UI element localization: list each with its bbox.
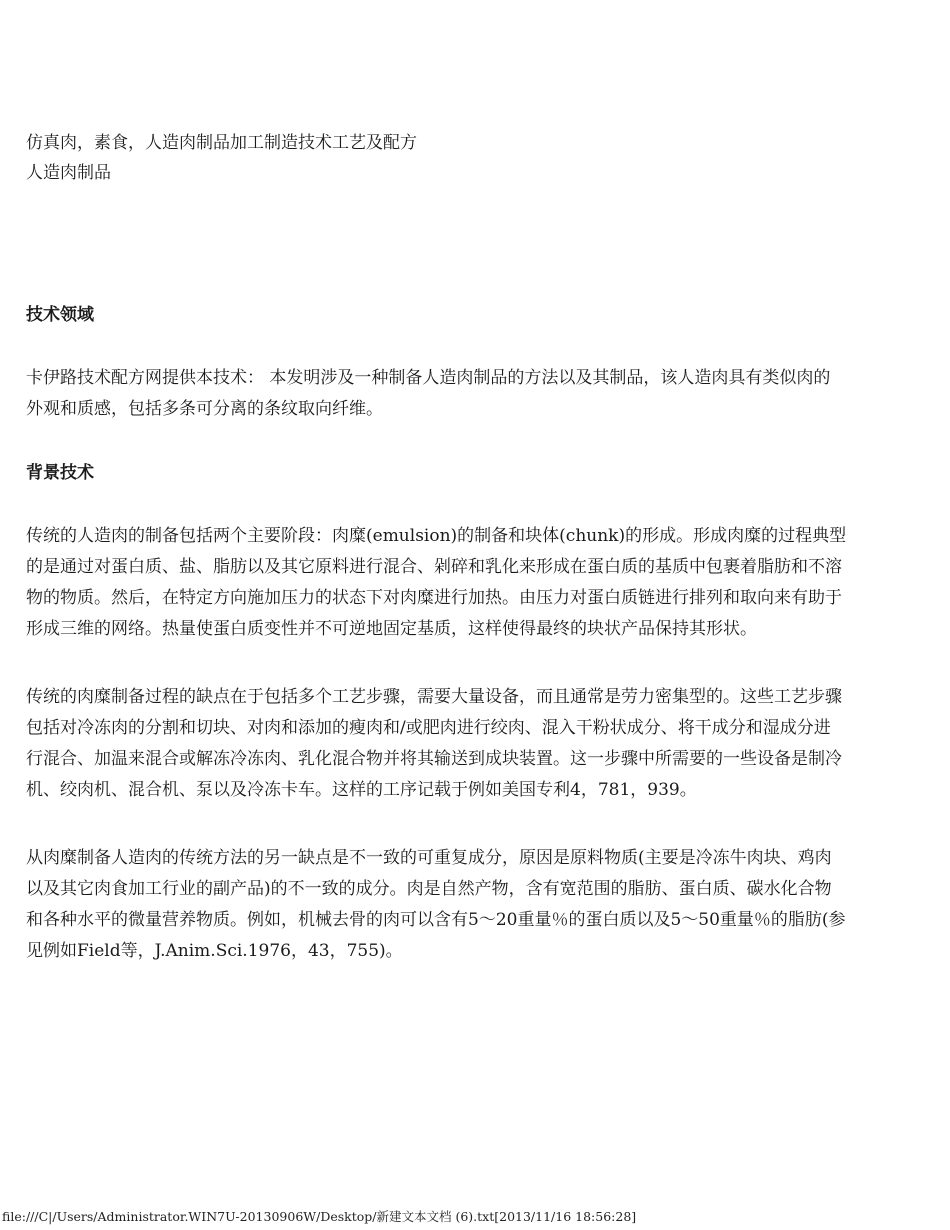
paragraph-line: 传统的肉糜制备过程的缺点在于包括多个工艺步骤，需要大量设备，而且通常是劳力密集型的。这些工艺步骤	[26, 687, 842, 707]
paragraph	[26, 521, 922, 645]
paragraph	[26, 363, 922, 425]
paragraph-line: 以及其它肉食加工行业的副产品)的不一致的成分。肉是自然产物，含有宽范围的脂肪、蛋白质、碳水化合物	[26, 879, 832, 899]
paragraph-line: 形成三维的网络。热量使蛋白质变性并不可逆地固定基质，这样使得最终的块状产品保持其形状。	[26, 619, 757, 639]
document-subtitle: 人造肉制品	[26, 163, 111, 183]
paragraph	[26, 843, 922, 967]
paragraph-line: 机、绞肉机、混合机、泵以及冷冻卡车。这样的工序记载于例如美国专利4，781，939。	[26, 780, 697, 800]
paragraph-line: 行混合、加温来混合或解冻冷冻肉、乳化混合物并将其输送到成块装置。这一步骤中所需要的一些设备是制冷	[26, 749, 842, 769]
document-page	[26, 128, 922, 967]
paragraph-line: 和各种水平的微量营养物质。例如，机械去骨的肉可以含有5～20重量％的蛋白质以及5～50重量％的脂肪(参	[26, 910, 846, 930]
document-title: 仿真肉，素食，人造肉制品加工制造技术工艺及配方	[26, 133, 417, 153]
section-heading-background: 背景技术	[26, 463, 94, 483]
paragraph-line: 外观和质感，包括多条可分离的条纹取向纤维。	[26, 399, 383, 419]
section-heading-tech-field: 技术领域	[26, 305, 94, 325]
paragraph-line: 传统的人造肉的制备包括两个主要阶段：肉糜(emulsion)的制备和块体(chunk)的形成。形成肉糜的过程典型	[26, 526, 847, 546]
paragraph-line: 卡伊路技术配方网提供本技术： 本发明涉及一种制备人造肉制品的方法以及其制品，该人造肉具有类似肉的	[26, 368, 831, 388]
paragraph-line: 见例如Field等，J.Anim.Sci.1976，43，755)。	[26, 941, 403, 961]
file-path-footer: file:///C|/Users/Administrator.WIN7U-20130906W/Desktop/新建文本文档 (6).txt[2013/11/16 18:56:28]	[2, 1209, 637, 1224]
paragraph	[26, 682, 922, 806]
paragraph-line: 物的物质。然后，在特定方向施加压力的状态下对肉糜进行加热。由压力对蛋白质链进行排列和取向来有助于	[26, 588, 842, 608]
paragraph-line: 从肉糜制备人造肉的传统方法的另一缺点是不一致的可重复成分，原因是原料物质(主要是冷冻牛肉块、鸡肉	[26, 848, 832, 868]
paragraph-line: 包括对冷冻肉的分割和切块、对肉和添加的瘦肉和/或肥肉进行绞肉、混入干粉状成分、将干成分和湿成分进	[26, 718, 831, 738]
paragraph-line: 的是通过对蛋白质、盐、脂肪以及其它原料进行混合、剁碎和乳化来形成在蛋白质的基质中包裹着脂肪和不溶	[26, 557, 842, 577]
title-block	[26, 128, 922, 188]
